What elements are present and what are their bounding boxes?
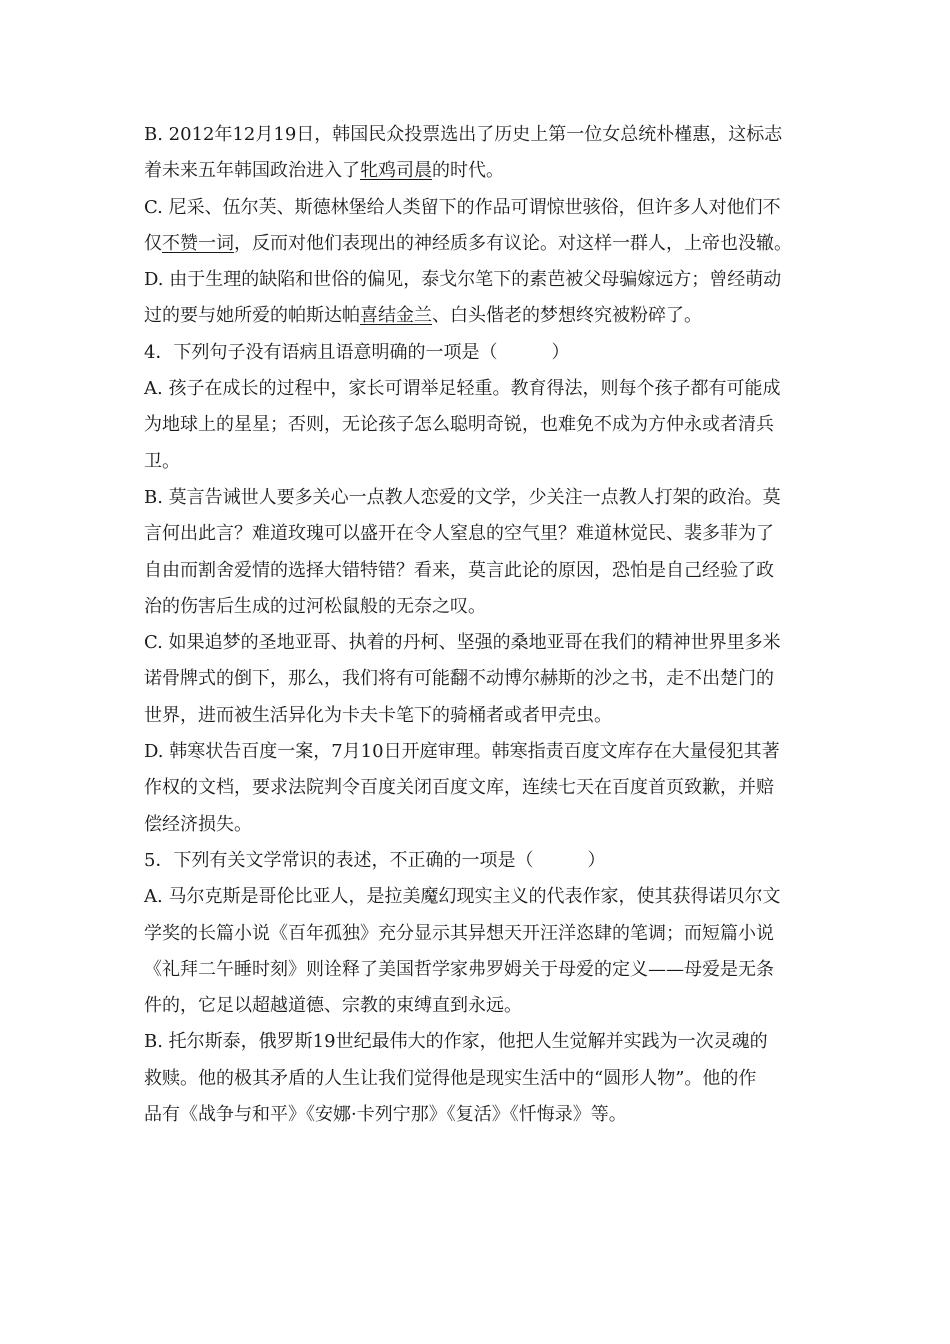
text-line [144,298,814,334]
text-line: 作权的文档，要求法院判令百度关闭百度文库，连续七天在百度首页致歉，并赔 [144,777,774,799]
document-page [144,117,814,1133]
text-line: C. 如果追梦的圣地亚哥、执着的丹柯、坚强的桑地亚哥在我们的精神世界里多米 [144,632,781,654]
text-line: A. 孩子在成长的过程中，家长可谓举足轻重。教育得法，则每个孩子都有可能成 [144,378,781,400]
text-line: 世界，进而被生活异化为卡夫卡笔下的骑桶者或者甲壳虫。 [144,704,612,726]
text-line: B. 2012年12月19日，韩国民众投票选出了历史上第一位女总统朴槿惠，这标志 [144,124,783,145]
question-5-stem: 5．下列有关文学常识的表述，不正确的一项是（ ） [144,849,606,871]
q3-option-d [144,262,814,335]
text-line: 诺骨牌式的倒下，那么，我们将有可能翻不动博尔赫斯的沙之书，走不出楚门的 [144,668,774,690]
text-line: 救赎。他的极其矛盾的人生让我们觉得他是现实生活中的“圆形人物”。他的作 [144,1067,757,1089]
text-line: B. 莫言告诫世人要多关心一点教人恋爱的文学，少关注一点教人打架的政治。莫 [144,486,781,508]
q3-option-b [144,117,814,190]
q3-option-c [144,190,814,263]
question-4-stem: 4．下列句子没有语病且语意明确的一项是（ ） [144,341,570,363]
text-line: 自由而割舍爱情的选择大错特错？看来，莫言此论的原因，恐怕是自己经验了政 [144,559,774,581]
q5-option-a [144,879,814,1024]
underlined-idiom: 不赞一词 [162,232,234,254]
text-line: D. 韩寒状告百度一案，7月10日开庭审理。韩寒指责百度文库存在大量侵犯其著 [144,741,780,763]
q4-option-d [144,734,814,843]
text-fragment: 仅 [144,232,162,254]
text-fragment: 着未来五年韩国政治进入了 [144,160,360,182]
text-line: 言何出此言？难道玫瑰可以盛开在令人窒息的空气里？难道林觉民、裴多菲为了 [144,523,774,545]
text-line: B. 托尔斯泰，俄罗斯19世纪最伟大的作家，他把人生觉解并实践为一次灵魂的 [144,1031,768,1053]
q5-option-b [144,1024,814,1133]
q4-option-a [144,371,814,480]
text-line: C. 尼采、伍尔芙、斯德林堡给人类留下的作品可谓惊世骇俗，但许多人对他们不 [144,196,781,218]
text-line: 偿经济损失。 [144,813,252,835]
text-line: 为地球上的星星；否则，无论孩子怎么聪明奇锐，也难免不成为方仲永或者清兵 [144,414,774,436]
text-line: 品有《战争与和平》《安娜·卡列宁那》《复活》《忏悔录》等。 [144,1104,627,1126]
text-fragment: ，反而对他们表现出的神经质多有议论。对这样一群人，上帝也没辙。 [234,232,792,254]
text-fragment: 的时代。 [432,160,504,182]
text-line: D. 由于生理的缺陷和世俗的偏见，泰戈尔笔下的素芭被父母骗嫁远方；曾经萌动 [144,269,782,291]
text-line: 学奖的长篇小说《百年孤独》充分显示其异想天开汪洋恣肆的笔调；而短篇小说 [144,922,774,944]
text-line [144,153,814,189]
text-fragment: 过的要与她所爱的帕斯达帕 [144,305,360,327]
text-line: A. 马尔克斯是哥伦比亚人，是拉美魔幻现实主义的代表作家，使其获得诺贝尔文 [144,886,781,908]
text-line: 件的，它足以超越道德、宗教的束缚直到永远。 [144,995,522,1017]
text-line: 治的伤害后生成的过河松鼠般的无奈之叹。 [144,595,486,617]
text-line [144,226,814,262]
text-line: 卫。 [144,450,180,472]
q4-option-c [144,625,814,734]
underlined-idiom: 喜结金兰 [360,305,432,327]
text-fragment: 、白头偕老的梦想终究被粉碎了。 [432,305,702,327]
q4-option-b [144,480,814,625]
text-line: 《礼拜二午睡时刻》则诠释了美国哲学家弗罗姆关于母爱的定义——母爱是无条 [144,958,774,980]
underlined-idiom: 牝鸡司晨 [360,160,432,182]
